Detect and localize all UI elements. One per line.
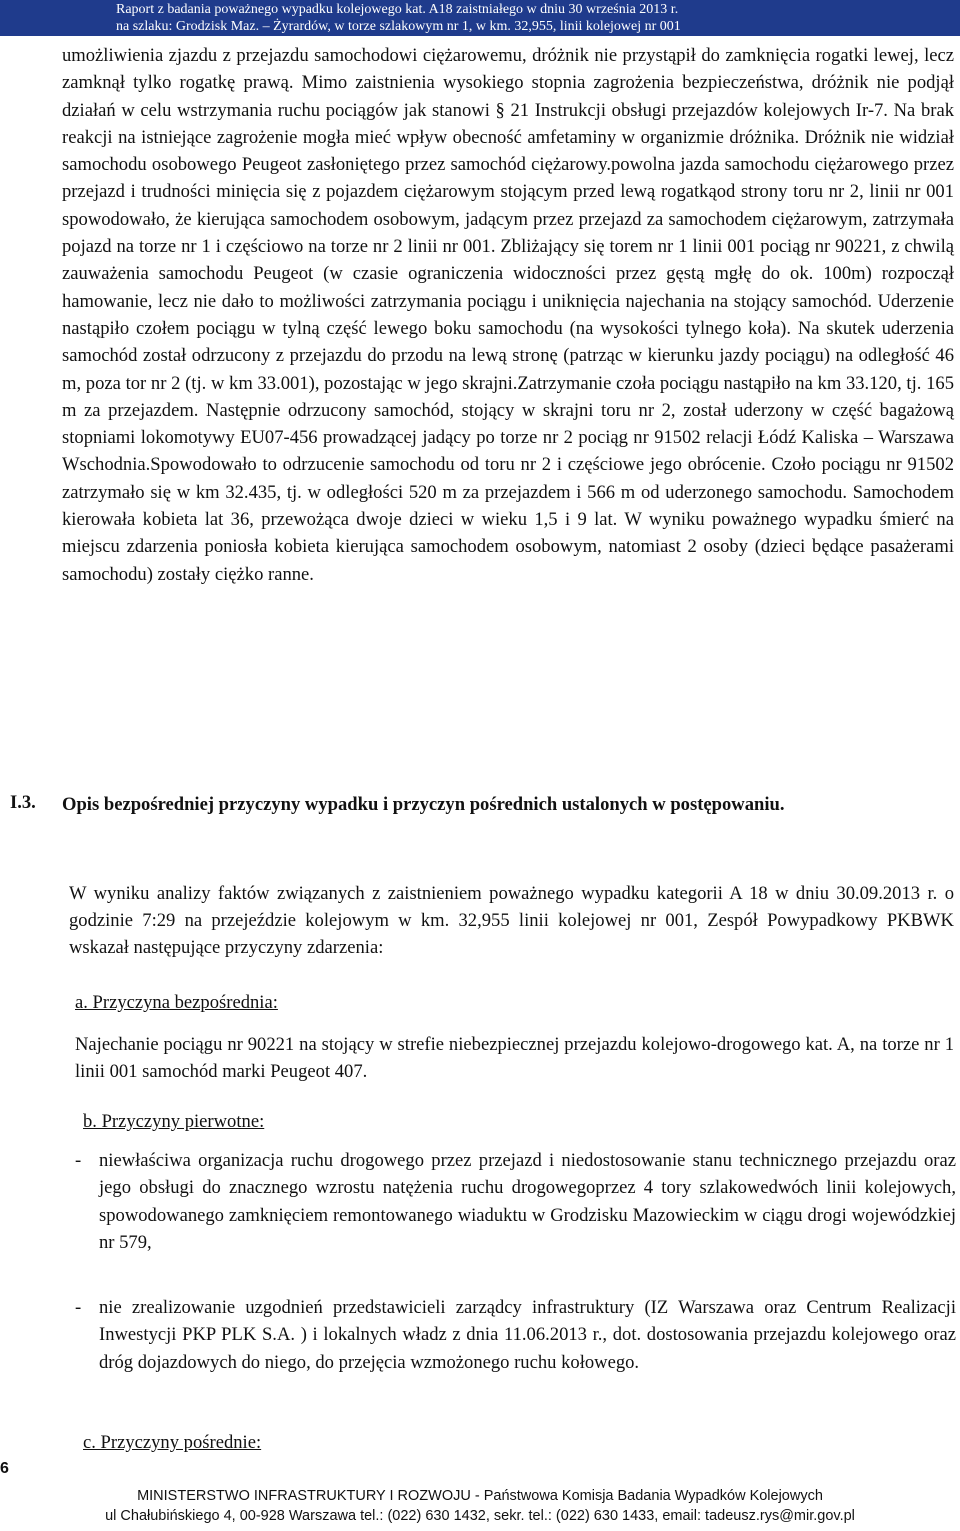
dash-bullet: - [75, 1150, 82, 1171]
root-cause-text: nie zrealizowanie uzgodnień przedstawicieli zarządcy infrastruktury (IZ Warszawa oraz Centrum Realizacji Inwestycji PKP PLK S.A. ) i lokalnych władz z dnia 11.06.2013 r., dot. dostosowania przejazdu kolejowego oraz dróg dojazdowych do niego, do przejęcia wzmożonego ruchu kołowego. [99, 1297, 956, 1373]
header-title-line: Raport z badania poważnego wypadku kolejowego kat. A18 zaistniałego w dniu 30 września 2013 r. [116, 2, 679, 17]
dash-bullet: - [75, 1297, 82, 1318]
header-location-line: na szlaku: Grodzisk Maz. – Żyrardów, w torze szlakowym nr 1, w km. 32,955, linii kolejowej nr 001 [116, 19, 681, 34]
page-number: 6 [0, 1460, 9, 1477]
root-cause-item [75, 1147, 956, 1256]
section-number: I.3. [10, 792, 36, 813]
page-footer [0, 1486, 960, 1526]
indirect-causes-heading: c. Przyczyny pośrednie: [83, 1432, 262, 1453]
footer-contact: ul Chałubińskiego 4, 00-928 Warszawa tel.: (022) 630 1432, sekr. tel.: (022) 630 1433, email: tadeusz.rys@mir.gov.pl [105, 1508, 855, 1524]
root-causes-heading: b. Przyczyny pierwotne: [83, 1111, 265, 1132]
footer-institution: MINISTERSTWO INFRASTRUKTURY I ROZWOJU - Państwowa Komisja Badania Wypadków Kolejowych [137, 1488, 823, 1504]
direct-cause-text: Najechanie pociągu nr 90221 na stojący w strefie niebezpiecznej przejazdu kolejowo-drogowego kat. A, na torze nr 1 linii 001 samochód marki Peugeot 407. [75, 1034, 954, 1082]
analysis-paragraph: W wyniku analizy faktów związanych z zaistnieniem poważnego wypadku kategorii A 18 w dniu 30.09.2013 r. o godzinie 7:29 na przejeździe kolejowym w km. 32,955 linii kolejowej nr 001, Zespół Powypadkowy PKBWK wskazał następujące przyczyny zdarzenia: [69, 883, 954, 958]
root-cause-text: niewłaściwa organizacja ruchu drogowego przez przejazd i niedostosowanie stanu technicznego przejazdu oraz jego obsługi do znacznego wzrostu natężenia ruchu drogowegoprzez 4 tory szlakowedwóch linii kolejowych, spowodowanego zamknięciem remontowanego wiaduktu w Grodzisku Mazowieckim w ciągu drogi wojewódzkiej nr 579, [99, 1150, 956, 1253]
report-header [0, 0, 960, 36]
direct-cause-heading: a. Przyczyna bezpośrednia: [75, 992, 278, 1013]
section-title: Opis bezpośredniej przyczyny wypadku i przyczyn pośrednich ustalonych w postępowaniu. [62, 794, 785, 815]
incident-description-paragraph: umożliwienia zjazdu z przejazdu samochodowi ciężarowemu, dróżnik nie przystąpił do zamknięcia rogatki lewej, lecz zamknął tylko rogatkę prawą. Mimo zaistnienia wysokiego stopnia zagrożenia bezpieczeństwa, dróżnik nie podjął działań w celu wstrzymania ruchu pociągów jak stanowi § 21 Instrukcji obsługi przejazdów kolejowych Ir-7. Na brak reakcji na istniejące zagrożenie mogła mieć wpływ obecność amfetaminy w organizmie dróżnika. Dróżnik nie widział samochodu osobowego Peugeot zasłoniętego przez samochód ciężarowy.powolna jazda samochodu ciężarowego przez przejazd i trudności minięcia się z pojazdem ciężarowym stojącym przed lewą rogatkąod strony toru nr 2, linii nr 001 spowodowało, że kierująca samochodem osobowym, jadącym przez przejazd za samochodem ciężarowym, zatrzymała pojazd na torze nr 1 i częściowo na torze nr 2 linii nr 001. Zbliżający się torem nr 1 linii 001 pociąg nr 90221, z chwilą zauważenia samochodu Peugeot (w czasie ograniczenia widoczności przez gęstą mgłę do ok. 100m) rozpoczął hamowanie, lecz nie dało to możliwości zatrzymania pociągu i uniknięcia najechania na stojący samochód. Uderzenie nastąpiło czołem pociągu w tylną część lewego boku samochodu (na wysokości tylnego koła). Na skutek uderzenia samochód został odrzucony z przejazdu do przodu na lewą stronę (patrząc w kierunku jazdy pociągu) na odległość 46 m, poza tor nr 2 (tj. w km 33.001), pozostając w jego skrajni.Zatrzymanie czoła pociągu nastąpiło na km 33.120, tj. 165 m za przejazdem. Następnie odrzucony samochód, stojący w skrajni toru nr 2, został uderzony w część bagażową stopniami lokomotywy EU07-456 prowadzącej jadący po torze nr 2 pociąg nr 91502 relacji Łódź Kaliska – Warszawa Wschodnia.Spowodowało to odrzucenie samochodu od toru nr 2 i częściowe jego obrócenie. Czoło pociągu nr 91502 zatrzymało się w km 32.435, tj. w odległości 520 m za przejazdem i 566 m od uderzonego samochodu. Samochodem kierowała kobieta lat 36, przewożąca dwoje dzieci w wieku 1,5 i 9 lat. W wyniku poważnego wypadku śmierć na miejscu zdarzenia poniosła kobieta kierująca samochodem osobowym, natomiast 2 osoby (dzieci będące pasażerami samochodu) zostały ciężko ranne. [62, 45, 954, 585]
root-cause-item [75, 1294, 956, 1376]
